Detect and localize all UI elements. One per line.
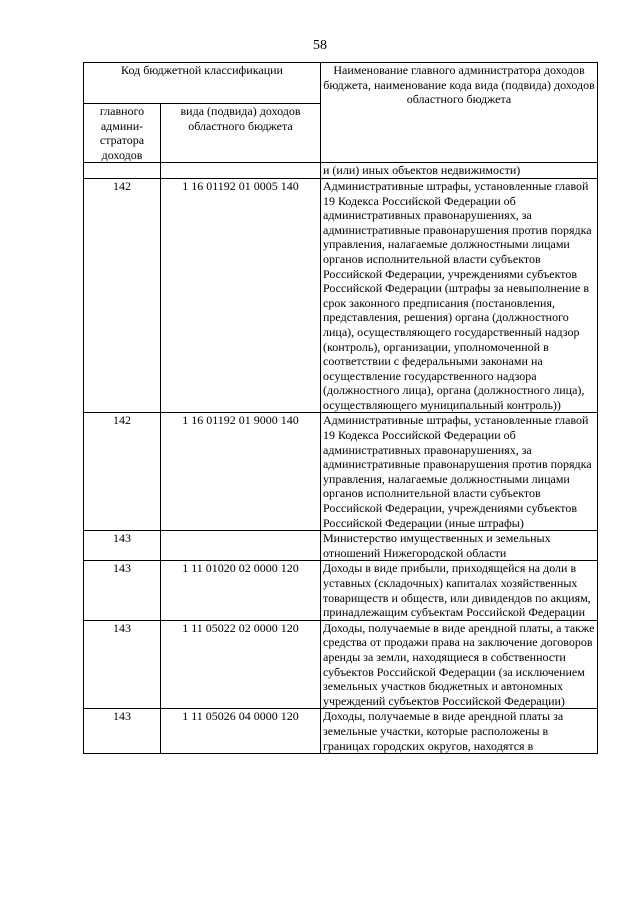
admin-code-cell bbox=[84, 163, 161, 179]
page-number: 58 bbox=[313, 38, 327, 53]
income-name-cell: Доходы в виде прибыли, приходящейся на доли в уставных (складочных) капиталах хозяйственных товариществ и обществ, или дивидендов по акциям, принадлежащим субъектам Российской Федерации bbox=[321, 561, 598, 620]
table-row bbox=[84, 178, 598, 413]
income-code-cell: 1 11 05026 04 0000 120 bbox=[161, 709, 321, 754]
table-row bbox=[84, 413, 598, 531]
admin-code-cell: 143 bbox=[84, 561, 161, 620]
admin-code-cell: 143 bbox=[84, 709, 161, 754]
header-admin-column: главного админи-стратора доходов bbox=[84, 104, 161, 163]
admin-code-cell: 143 bbox=[84, 531, 161, 561]
admin-code-cell: 142 bbox=[84, 178, 161, 413]
income-code-cell bbox=[161, 163, 321, 179]
income-code-cell: 1 16 01192 01 9000 140 bbox=[161, 413, 321, 531]
admin-code-cell: 143 bbox=[84, 620, 161, 709]
budget-classification-table bbox=[83, 62, 598, 754]
income-code-cell bbox=[161, 531, 321, 561]
table-row bbox=[84, 709, 598, 754]
income-name-cell: Министерство имущественных и земельных отношений Нижегородской области bbox=[321, 531, 598, 561]
income-name-cell: Доходы, получаемые в виде арендной платы за земельные участки, которые расположены в границах городских округов, находятся в bbox=[321, 709, 598, 754]
income-code-cell: 1 11 01020 02 0000 120 bbox=[161, 561, 321, 620]
table-row bbox=[84, 620, 598, 709]
income-name-cell: Административные штрафы, установленные главой 19 Кодекса Российской Федерации об административных правонарушениях, за административные правонарушения против порядка управления, налагаемые должностными лицами органов исполнительной власти субъектов Российской Федерации, учреждениями субъектов Российской Федерации (штрафы за невыполнение в срок законного предписания (постановления, представления, решения) органа (должностного лица), осуществляющего государственный надзор (контроль), организации, уполномоченной в соответствии с федеральными законами на осуществление государственного надзора (должностного лица), органа (должностного лица), осуществляющего муниципальный контроль)) bbox=[321, 178, 598, 413]
income-name-cell: Доходы, получаемые в виде арендной платы, а также средства от продажи права на заключение договоров аренды за земли, находящиеся в собственности субъектов Российской Федерации (за исключением земельных участков бюджетных и автономных учреждений субъектов Российской Федерации) bbox=[321, 620, 598, 709]
table-row bbox=[84, 561, 598, 620]
table-row bbox=[84, 531, 598, 561]
header-budget-code-group: Код бюджетной классификации bbox=[84, 63, 321, 104]
header-name-column: Наименование главного администратора доходов бюджета, наименование кода вида (подвида) доходов областного бюджета bbox=[321, 63, 598, 163]
table-row bbox=[84, 163, 598, 179]
header-income-type-column: вида (подвида) доходов областного бюджета bbox=[161, 104, 321, 163]
admin-code-cell: 142 bbox=[84, 413, 161, 531]
income-name-cell: Административные штрафы, установленные главой 19 Кодекса Российской Федерации об административных правонарушениях, за административные правонарушения против порядка управления, налагаемые должностными лицами органов исполнительной власти субъектов Российской Федерации, учреждениями субъектов Российской Федерации (иные штрафы) bbox=[321, 413, 598, 531]
income-code-cell: 1 16 01192 01 0005 140 bbox=[161, 178, 321, 413]
income-code-cell: 1 11 05022 02 0000 120 bbox=[161, 620, 321, 709]
income-name-cell: и (или) иных объектов недвижимости) bbox=[321, 163, 598, 179]
